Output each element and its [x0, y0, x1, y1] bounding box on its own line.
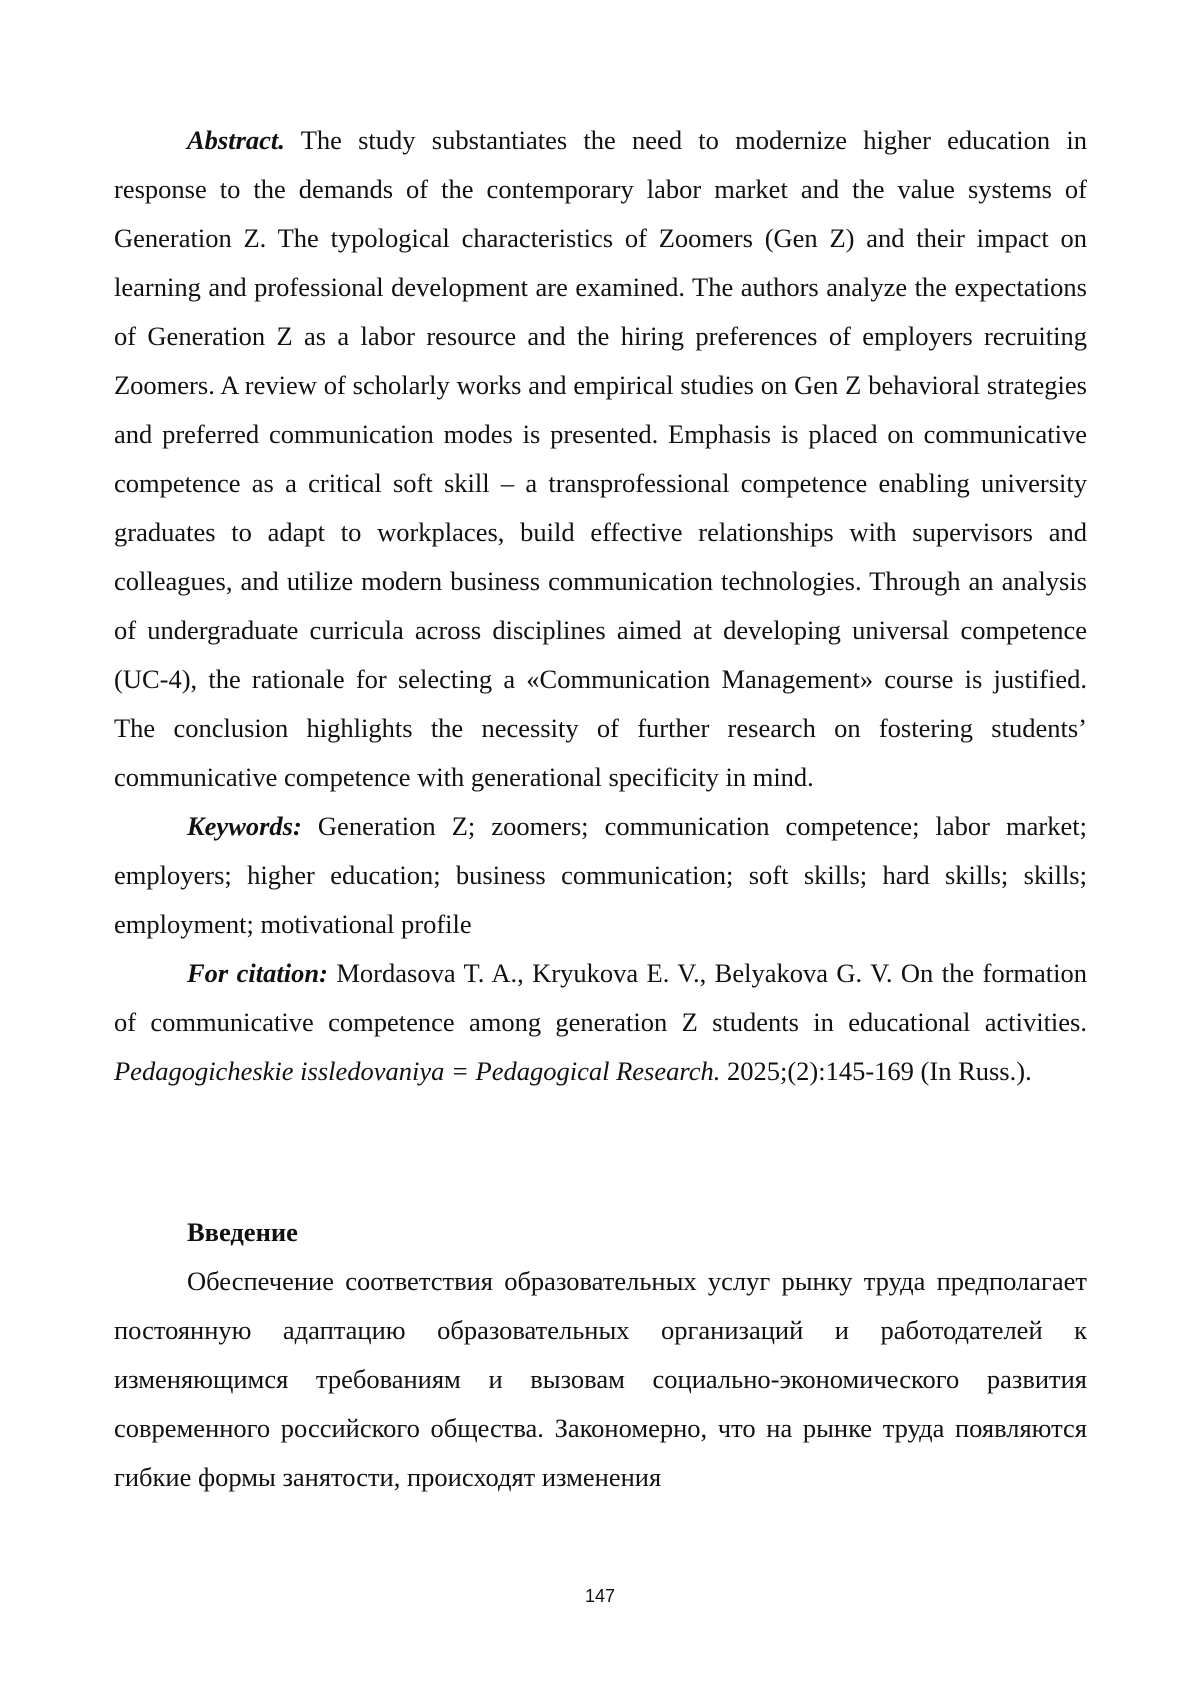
introduction-paragraph: Обеспечение соответствия образовательных услуг рынку труда предполагает постоянную адаптацию образовательных организаций и работодателей к изменяющимся требованиям и вызовам социально-экономического развития современного российского общества. Закономерно, что на рынке труда появляются гибкие формы занятости, происходят изменения — [114, 1266, 1087, 1492]
abstract-label: Abstract. — [187, 125, 285, 155]
keywords-paragraph — [114, 802, 1087, 949]
citation-journal: Pedagogicheskie issledovaniya = Pedagogical Research. — [114, 1056, 721, 1086]
abstract-text: The study substantiates the need to modernize higher education in response to the demands of the contemporary labor market and the value systems of Generation Z. The typological characteristics of Zoomers (Gen Z) and their impact on learning and professional development are examined. The authors analyze the expectations of Generation Z as a labor resource and the hiring preferences of employers recruiting Zoomers. A review of scholarly works and empirical studies on Gen Z behavioral strategies and preferred communication modes is presented. Emphasis is placed on communicative competence as a critical soft skill – a transprofessional competence enabling university graduates to adapt to workplaces, build effective relationships with supervisors and colleagues, and utilize modern business communication technologies. Through an analysis of undergraduate curricula across disciplines aimed at developing universal competence (UC-4), the rationale for selecting a «Communication Management» course is justified. The conclusion highlights the necessity of further research on fostering students’ communicative competence with generational specificity in mind. — [114, 125, 1088, 792]
section-spacer — [114, 1096, 1087, 1208]
page-number: 147 — [584, 1586, 616, 1606]
citation-label: For citation: — [187, 958, 328, 988]
citation-text-after: 2025;(2):145-169 (In Russ.). — [726, 1056, 1032, 1086]
abstract-paragraph — [114, 116, 1087, 802]
citation-paragraph — [114, 949, 1087, 1096]
page-body — [114, 116, 1087, 1502]
keywords-text: Generation Z; zoomers; communication competence; labor market; employers; higher education; business communication; soft skills; hard skills; skills; employment; motivational profile — [114, 811, 1087, 939]
citation-text-before: Mordasova T. A., Kryukova E. V., Belyakova G. V. On the formation of communicative competence among generation Z students in educational activities. — [114, 958, 1087, 1037]
keywords-label: Keywords: — [187, 811, 302, 841]
introduction-heading: Введение — [187, 1217, 298, 1247]
